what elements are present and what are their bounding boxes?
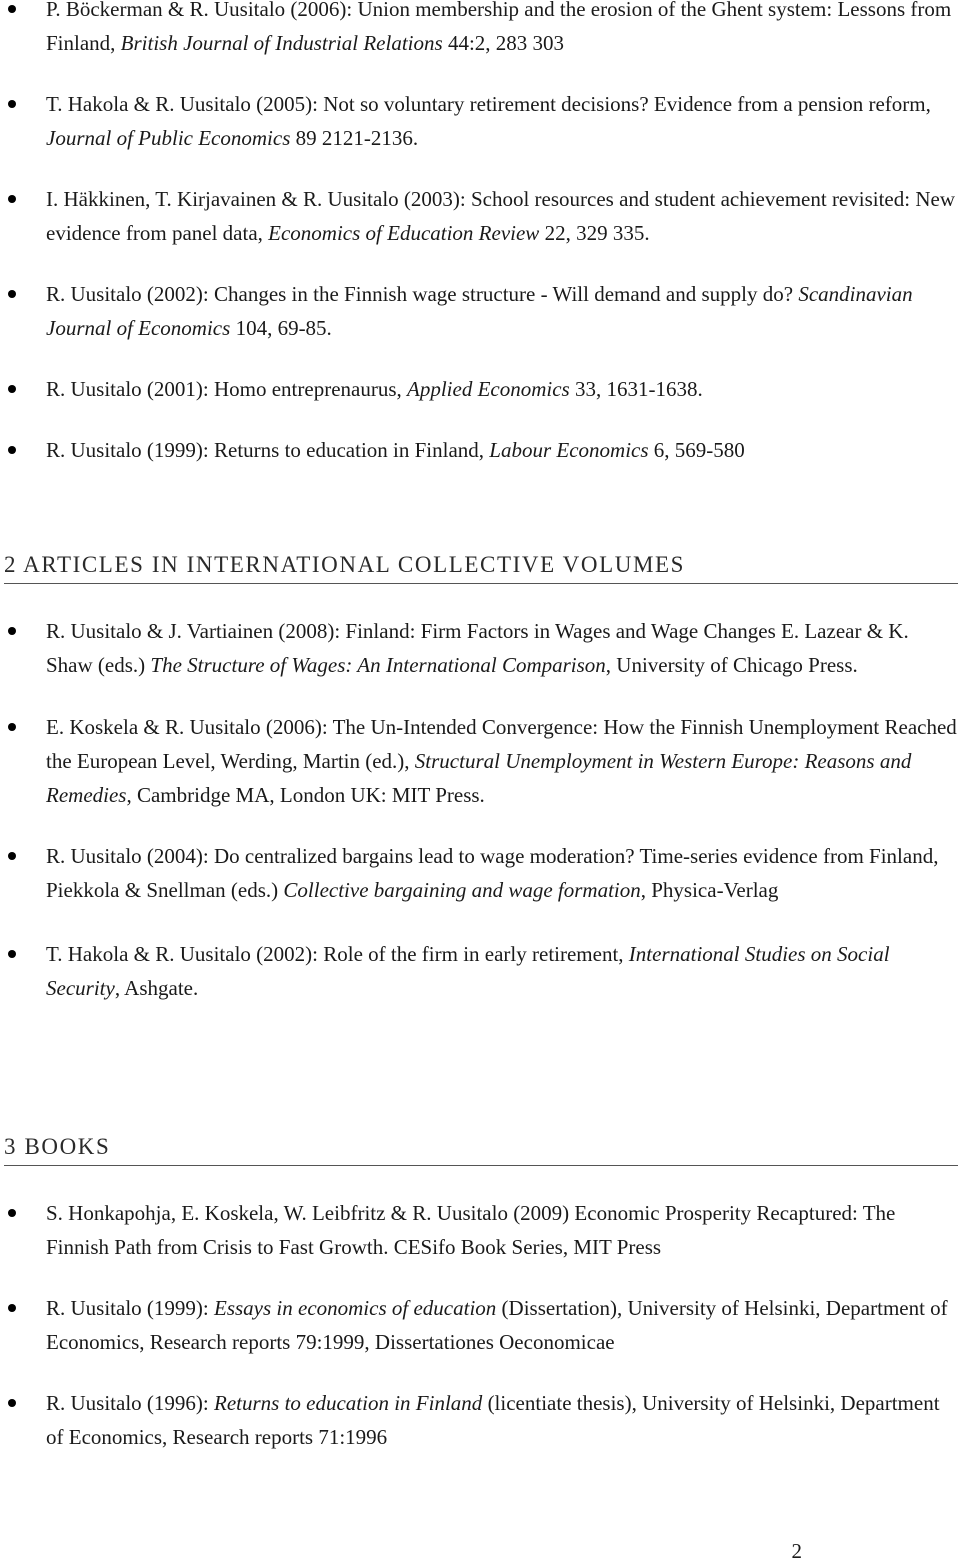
citation-text: R. Uusitalo (1999): [46,1296,214,1320]
citation-details: , Cambridge MA, London UK: MIT Press. [126,783,485,807]
citation-text: R. Uusitalo (2002): Changes in the Finnish wage structure - Will demand and supply do? [46,282,799,306]
book-title: Collective bargaining and wage formation [283,878,641,902]
citation-text: R. Uusitalo & J. Vartiainen (2008): Finland: Firm Factors in Wages and Wage Changes E. Lazear & K. Shaw (eds.) [46,619,909,677]
citation-details: (Dissertation), University of Helsinki, Department of Economics, Research reports 79:1999, Dissertationes Oeconomicae [46,1296,948,1354]
list-item [0,87,958,155]
bullet-icon [8,723,16,731]
collective-volumes-list [0,614,958,1005]
list-item [0,1386,958,1454]
list-item [0,372,958,406]
citation-text: T. Hakola & R. Uusitalo (2005): Not so voluntary retirement decisions? Evidence from a pension reform, [46,92,931,116]
journal-title: Labour Economics [489,438,649,462]
book-title: Essays in economics of education [214,1296,497,1320]
bullet-icon [8,100,16,108]
citation-details: 89 2121-2136. [290,126,419,150]
citation-text: R. Uusitalo (2004): Do centralized bargains lead to wage moderation? Time-series evidence from Finland, Piekkola & Snellman (eds.) [46,844,939,902]
page-number: 2 [791,1539,802,1563]
book-title: The Structure of Wages: An International Comparison [150,653,606,677]
citation-text: P. Böckerman & R. Uusitalo (2006): Union membership and the erosion of the Ghent system: Lessons from Finland, [46,0,952,55]
citation-details: , University of Chicago Press. [605,653,858,677]
citation-details: 6, 569-580 [648,438,745,462]
citation-details: 22, 329 335. [539,221,650,245]
citation-details: (licentiate thesis), University of Helsinki, Department of Economics, Research reports 71:1996 [46,1391,940,1449]
bullet-icon [8,446,16,454]
citation-text: R. Uusitalo (2001): Homo entreprenaurus, [46,377,408,401]
list-item [0,1291,958,1359]
bullet-icon [8,195,16,203]
books-list [0,1196,958,1454]
section-heading-books: 3 BOOKS [4,1133,958,1166]
bullet-icon [8,627,16,635]
citation-details: , Physica-Verlag [640,878,779,902]
citation-text: I. Häkkinen, T. Kirjavainen & R. Uusitalo (2003): School resources and student achievement revisited: New evidence from panel data, [46,187,955,245]
list-item [0,1196,958,1264]
journal-title: British Journal of Industrial Relations [120,31,443,55]
section-heading-collective-volumes: 2 ARTICLES IN INTERNATIONAL COLLECTIVE VOLUMES [4,551,958,584]
citation-details: , Ashgate. [114,976,199,1000]
bullet-icon [8,950,16,958]
bullet-icon [8,290,16,298]
list-item [0,277,958,345]
bullet-icon [8,1209,16,1217]
list-item [0,614,958,682]
journal-title: Journal of Public Economics [46,126,291,150]
book-title: Structural Unemployment in Western Europe: Reasons and Remedies [46,749,912,807]
list-item [0,433,958,467]
citation-details: 104, 69-85. [230,316,332,340]
bullet-icon [8,1304,16,1312]
journal-title: Applied Economics [407,377,570,401]
list-item [0,937,958,1005]
citation-text: T. Hakola & R. Uusitalo (2002): Role of the firm in early retirement, [46,942,629,966]
journal-title: Economics of Education Review [268,221,540,245]
book-title: Returns to education in Finland [214,1391,483,1415]
list-item [0,0,958,60]
bullet-icon [8,1399,16,1407]
journal-articles-list [0,0,958,467]
bullet-icon [8,385,16,393]
journal-title: Scandinavian Journal of Economics [46,282,913,340]
citation-details: 44:2, 283 303 [442,31,565,55]
citation-text: E. Koskela & R. Uusitalo (2006): The Un-Intended Convergence: How the Finnish Unemployment Reached the European Level, Werding, Martin (ed.), [46,715,957,773]
list-item [0,839,958,907]
book-title: International Studies on Social Security [46,942,890,1000]
citation-details: 33, 1631-1638. [569,377,703,401]
bullet-icon [8,852,16,860]
list-item [0,710,958,812]
citation-text: R. Uusitalo (1996): [46,1391,214,1415]
list-item [0,182,958,250]
bullet-icon [8,5,16,13]
citation-text: R. Uusitalo (1999): Returns to education in Finland, [46,438,490,462]
citation-text: S. Honkapohja, E. Koskela, W. Leibfritz & R. Uusitalo (2009) Economic Prosperity Recaptured: The Finnish Path from Crisis to Fast Growth. CESifo Book Series, MIT Press [46,1201,896,1259]
